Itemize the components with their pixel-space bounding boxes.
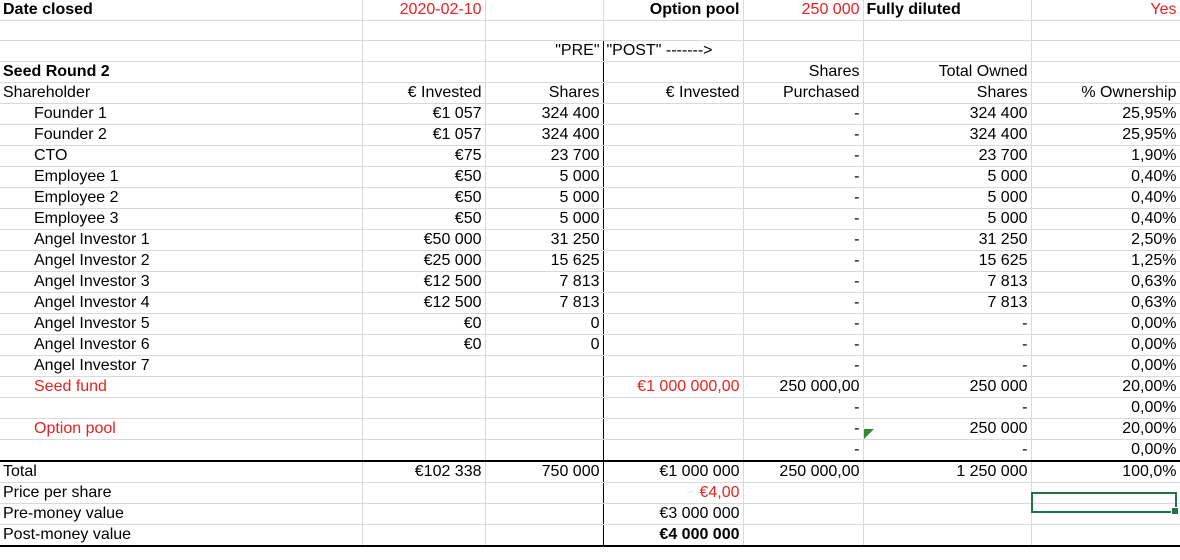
ownership-cell[interactable]: 0,63% xyxy=(1031,293,1180,314)
table-row xyxy=(0,293,1180,314)
post-invested-cell[interactable] xyxy=(603,167,743,188)
shares-purchased-header[interactable]: Purchased xyxy=(743,83,863,104)
table-row xyxy=(0,272,1180,293)
empty-cell[interactable] xyxy=(362,41,485,62)
shares-purchased-cell[interactable]: - xyxy=(743,146,863,167)
shareholder-name[interactable]: Angel Investor 6 xyxy=(0,335,362,356)
table-row xyxy=(0,419,1180,440)
table-row xyxy=(0,377,1180,398)
post-invested-cell[interactable] xyxy=(603,146,743,167)
table-row xyxy=(0,209,1180,230)
post-invested-cell[interactable] xyxy=(603,419,743,440)
table-row xyxy=(0,251,1180,272)
ownership-cell[interactable]: 1,90% xyxy=(1031,146,1180,167)
column-header-top-row xyxy=(0,62,1180,83)
ownership-cell[interactable]: 0,40% xyxy=(1031,188,1180,209)
post-invested-cell[interactable] xyxy=(603,251,743,272)
shareholder-name[interactable]: Founder 2 xyxy=(0,125,362,146)
pre-invested-cell[interactable]: €75 xyxy=(362,146,485,167)
post-money-value[interactable]: €4 000 000 xyxy=(603,525,743,547)
post-invested-cell[interactable] xyxy=(603,209,743,230)
empty-cell[interactable] xyxy=(603,62,743,83)
shareholder-name[interactable]: Angel Investor 1 xyxy=(0,230,362,251)
total-pre-invested[interactable]: €102 338 xyxy=(362,461,485,483)
ownership-cell[interactable]: 0,00% xyxy=(1031,356,1180,377)
shareholder-name[interactable] xyxy=(0,398,362,419)
empty-cell[interactable] xyxy=(863,41,1031,62)
shareholder-name[interactable]: Angel Investor 2 xyxy=(0,251,362,272)
price-per-share-value[interactable]: €4,00 xyxy=(603,483,743,504)
total-shares-purchased[interactable]: 250 000,00 xyxy=(743,461,863,483)
pre-shares-cell[interactable]: 23 700 xyxy=(485,146,603,167)
table-row xyxy=(0,104,1180,125)
pre-invested-cell[interactable]: €1 057 xyxy=(362,125,485,146)
total-owned-cell[interactable]: - xyxy=(863,440,1031,462)
price-per-share-label[interactable]: Price per share xyxy=(0,483,362,504)
table-row xyxy=(0,167,1180,188)
post-invested-cell[interactable] xyxy=(603,356,743,377)
post-invested-cell[interactable] xyxy=(603,188,743,209)
pre-shares-cell[interactable] xyxy=(485,377,603,398)
total-pre-shares[interactable]: 750 000 xyxy=(485,461,603,483)
pre-shares-cell[interactable]: 5 000 xyxy=(485,209,603,230)
ownership-cell[interactable]: 25,95% xyxy=(1031,104,1180,125)
total-owned-cell[interactable]: 7 813 xyxy=(863,293,1031,314)
shareholder-name[interactable]: Seed fund xyxy=(0,377,362,398)
pre-shares-header[interactable]: Shares xyxy=(485,83,603,104)
shares-purchased-cell[interactable]: - xyxy=(743,125,863,146)
total-owned-cell[interactable]: - xyxy=(863,356,1031,377)
pre-invested-cell[interactable]: €50 000 xyxy=(362,230,485,251)
shares-purchased-header-top[interactable]: Shares xyxy=(743,62,863,83)
shares-purchased-cell[interactable]: - xyxy=(743,335,863,356)
empty-cell[interactable] xyxy=(362,525,485,547)
total-owned-cell[interactable]: 324 400 xyxy=(863,104,1031,125)
shareholder-name[interactable]: Angel Investor 5 xyxy=(0,314,362,335)
pre-shares-cell[interactable]: 7 813 xyxy=(485,272,603,293)
ownership-cell[interactable]: 0,00% xyxy=(1031,314,1180,335)
empty-cell[interactable] xyxy=(0,21,362,41)
empty-cell[interactable] xyxy=(1031,21,1180,41)
post-invested-cell[interactable] xyxy=(603,398,743,419)
table-row xyxy=(0,188,1180,209)
pre-shares-cell[interactable]: 7 813 xyxy=(485,293,603,314)
post-invested-cell[interactable]: €1 000 000,00 xyxy=(603,377,743,398)
empty-cell[interactable] xyxy=(362,21,485,41)
pre-shares-cell[interactable]: 15 625 xyxy=(485,251,603,272)
ownership-cell[interactable]: 0,63% xyxy=(1031,272,1180,293)
pre-label[interactable]: "PRE" xyxy=(485,41,603,62)
shareholder-name[interactable]: Option pool xyxy=(0,419,362,440)
empty-cell[interactable] xyxy=(0,41,362,62)
table-row xyxy=(0,125,1180,146)
shares-purchased-cell[interactable]: - xyxy=(743,272,863,293)
option-pool-value[interactable]: 250 000 xyxy=(743,0,863,21)
comment-indicator-icon[interactable] xyxy=(864,429,874,439)
total-owned-cell[interactable]: 250 000 xyxy=(863,419,1031,440)
pre-shares-cell[interactable]: 0 xyxy=(485,314,603,335)
pre-shares-cell[interactable]: 5 000 xyxy=(485,188,603,209)
total-owned-cell[interactable]: 250 000 xyxy=(863,377,1031,398)
pre-invested-cell[interactable]: €12 500 xyxy=(362,293,485,314)
post-invested-cell[interactable] xyxy=(603,440,743,462)
pre-money-row xyxy=(0,504,1180,525)
shares-purchased-cell[interactable]: - xyxy=(743,398,863,419)
pre-invested-cell[interactable]: €0 xyxy=(362,335,485,356)
pre-invested-cell[interactable]: €50 xyxy=(362,188,485,209)
ownership-cell[interactable]: 2,50% xyxy=(1031,230,1180,251)
post-invested-cell[interactable] xyxy=(603,272,743,293)
shareholder-name[interactable]: Employee 2 xyxy=(0,188,362,209)
pre-invested-cell[interactable]: €25 000 xyxy=(362,251,485,272)
total-owned-cell[interactable]: 23 700 xyxy=(863,146,1031,167)
shares-purchased-cell[interactable]: - xyxy=(743,167,863,188)
table-row xyxy=(0,356,1180,377)
shareholder-name[interactable] xyxy=(0,440,362,462)
empty-cell[interactable] xyxy=(485,525,603,547)
shareholder-name[interactable]: Employee 3 xyxy=(0,209,362,230)
post-money-row xyxy=(0,525,1180,547)
shares-purchased-cell[interactable]: - xyxy=(743,251,863,272)
ownership-cell[interactable]: 0,00% xyxy=(1031,440,1180,462)
ownership-cell[interactable]: 0,40% xyxy=(1031,209,1180,230)
ownership-cell[interactable]: 25,95% xyxy=(1031,125,1180,146)
table-row xyxy=(0,230,1180,251)
shareholder-name[interactable]: Employee 1 xyxy=(0,167,362,188)
post-invested-cell[interactable] xyxy=(603,293,743,314)
pre-money-label[interactable]: Pre-money value xyxy=(0,504,362,525)
ownership-cell[interactable]: 20,00% xyxy=(1031,377,1180,398)
option-pool-label[interactable]: Option pool xyxy=(603,0,743,21)
total-owned-cell[interactable]: 31 250 xyxy=(863,230,1031,251)
empty-cell[interactable] xyxy=(485,21,603,41)
total-owned-cell[interactable]: 324 400 xyxy=(863,125,1031,146)
pre-invested-cell[interactable] xyxy=(362,398,485,419)
total-owned-cell[interactable]: 7 813 xyxy=(863,272,1031,293)
empty-cell[interactable] xyxy=(743,41,863,62)
empty-cell[interactable] xyxy=(485,0,603,21)
empty-cell[interactable] xyxy=(1031,41,1180,62)
shareholder-name[interactable]: Angel Investor 4 xyxy=(0,293,362,314)
date-closed-label[interactable]: Date closed xyxy=(0,0,362,21)
total-owned-cell[interactable]: - xyxy=(863,314,1031,335)
empty-cell[interactable] xyxy=(863,504,1031,525)
shares-purchased-cell[interactable]: - xyxy=(743,293,863,314)
total-owned-header-top[interactable]: Total Owned xyxy=(863,62,1031,83)
pre-invested-cell[interactable]: €0 xyxy=(362,314,485,335)
empty-cell[interactable] xyxy=(485,483,603,504)
empty-cell[interactable] xyxy=(743,483,863,504)
total-owned-cell[interactable]: - xyxy=(863,335,1031,356)
shares-purchased-cell[interactable]: - xyxy=(743,356,863,377)
pre-shares-cell[interactable]: 5 000 xyxy=(485,167,603,188)
pre-shares-cell[interactable]: 324 400 xyxy=(485,125,603,146)
total-owned-cell[interactable]: 5 000 xyxy=(863,209,1031,230)
pre-invested-cell[interactable]: €50 xyxy=(362,209,485,230)
pre-shares-cell[interactable] xyxy=(485,398,603,419)
blank-row xyxy=(0,21,1180,41)
total-owned-cell[interactable]: 5 000 xyxy=(863,188,1031,209)
post-invested-header[interactable]: € Invested xyxy=(603,83,743,104)
ownership-cell[interactable]: 0,00% xyxy=(1031,335,1180,356)
total-owned-cell[interactable]: - xyxy=(863,398,1031,419)
pre-invested-cell[interactable]: €1 057 xyxy=(362,104,485,125)
empty-cell[interactable] xyxy=(362,504,485,525)
ownership-cell[interactable]: 0,00% xyxy=(1031,398,1180,419)
column-header-row xyxy=(0,83,1180,104)
ownership-cell[interactable]: 20,00% xyxy=(1031,419,1180,440)
pre-shares-cell[interactable]: 0 xyxy=(485,335,603,356)
pre-invested-header[interactable]: € Invested xyxy=(362,83,485,104)
shares-purchased-cell[interactable]: - xyxy=(743,314,863,335)
total-post-invested[interactable]: €1 000 000 xyxy=(603,461,743,483)
shareholder-name[interactable]: Angel Investor 7 xyxy=(0,356,362,377)
round-title[interactable]: Seed Round 2 xyxy=(0,62,362,83)
pre-shares-cell[interactable] xyxy=(485,356,603,377)
pre-shares-cell[interactable]: 324 400 xyxy=(485,104,603,125)
empty-cell[interactable] xyxy=(1031,525,1180,547)
pre-invested-cell[interactable] xyxy=(362,356,485,377)
post-label[interactable]: "POST" -------> xyxy=(603,41,743,62)
empty-cell[interactable] xyxy=(743,525,863,547)
price-per-share-row xyxy=(0,483,1180,504)
table-row xyxy=(0,440,1180,462)
empty-cell[interactable] xyxy=(485,504,603,525)
pre-shares-cell[interactable] xyxy=(485,440,603,462)
total-owned-shares[interactable]: 1 250 000 xyxy=(863,461,1031,483)
total-row xyxy=(0,461,1180,483)
post-invested-cell[interactable] xyxy=(603,125,743,146)
pre-money-value[interactable]: €3 000 000 xyxy=(603,504,743,525)
header-row xyxy=(0,0,1180,21)
pre-invested-cell[interactable]: €12 500 xyxy=(362,272,485,293)
empty-cell[interactable] xyxy=(1031,504,1180,525)
pre-invested-cell[interactable] xyxy=(362,377,485,398)
pre-shares-cell[interactable]: 31 250 xyxy=(485,230,603,251)
empty-cell[interactable] xyxy=(863,483,1031,504)
empty-cell[interactable] xyxy=(485,62,603,83)
empty-cell[interactable] xyxy=(863,525,1031,547)
fully-diluted-value[interactable]: Yes xyxy=(1031,0,1180,21)
pre-post-row xyxy=(0,41,1180,62)
total-owned-shares-header[interactable]: Shares xyxy=(863,83,1031,104)
post-invested-cell[interactable] xyxy=(603,104,743,125)
empty-cell[interactable] xyxy=(1031,62,1180,83)
total-owned-cell[interactable]: 5 000 xyxy=(863,167,1031,188)
shareholder-name[interactable]: Founder 1 xyxy=(0,104,362,125)
date-closed-value[interactable]: 2020-02-10 xyxy=(362,0,485,21)
shares-purchased-cell[interactable]: - xyxy=(743,188,863,209)
table-row xyxy=(0,146,1180,167)
pre-invested-cell[interactable] xyxy=(362,440,485,462)
table-row xyxy=(0,314,1180,335)
shares-purchased-cell[interactable]: - xyxy=(743,440,863,462)
shares-purchased-cell[interactable]: - xyxy=(743,104,863,125)
table-row xyxy=(0,335,1180,356)
ownership-cell[interactable]: 1,25% xyxy=(1031,251,1180,272)
empty-cell[interactable] xyxy=(743,21,863,41)
empty-cell[interactable] xyxy=(362,483,485,504)
shares-purchased-cell[interactable]: - xyxy=(743,419,863,440)
empty-cell[interactable] xyxy=(863,21,1031,41)
total-ownership[interactable]: 100,0% xyxy=(1031,461,1180,483)
pre-invested-cell[interactable] xyxy=(362,419,485,440)
empty-cell[interactable] xyxy=(603,21,743,41)
table-row xyxy=(0,398,1180,419)
post-money-label[interactable]: Post-money value xyxy=(0,525,362,547)
shares-purchased-cell[interactable]: - xyxy=(743,230,863,251)
post-invested-cell[interactable] xyxy=(603,314,743,335)
pre-invested-cell[interactable]: €50 xyxy=(362,167,485,188)
pre-shares-cell[interactable] xyxy=(485,419,603,440)
total-owned-cell[interactable]: 15 625 xyxy=(863,251,1031,272)
ownership-cell[interactable]: 0,40% xyxy=(1031,167,1180,188)
empty-cell[interactable] xyxy=(362,62,485,83)
shares-purchased-cell[interactable]: - xyxy=(743,209,863,230)
shareholder-name[interactable]: CTO xyxy=(0,146,362,167)
shareholder-header[interactable]: Shareholder xyxy=(0,83,362,104)
shareholder-name[interactable]: Angel Investor 3 xyxy=(0,272,362,293)
ownership-header[interactable]: % Ownership xyxy=(1031,83,1180,104)
total-label[interactable]: Total xyxy=(0,461,362,483)
selected-cell[interactable] xyxy=(1031,483,1180,504)
post-invested-cell[interactable] xyxy=(603,335,743,356)
fully-diluted-label[interactable]: Fully diluted xyxy=(863,0,1031,21)
empty-cell[interactable] xyxy=(743,504,863,525)
post-invested-cell[interactable] xyxy=(603,230,743,251)
shares-purchased-cell[interactable]: 250 000,00 xyxy=(743,377,863,398)
